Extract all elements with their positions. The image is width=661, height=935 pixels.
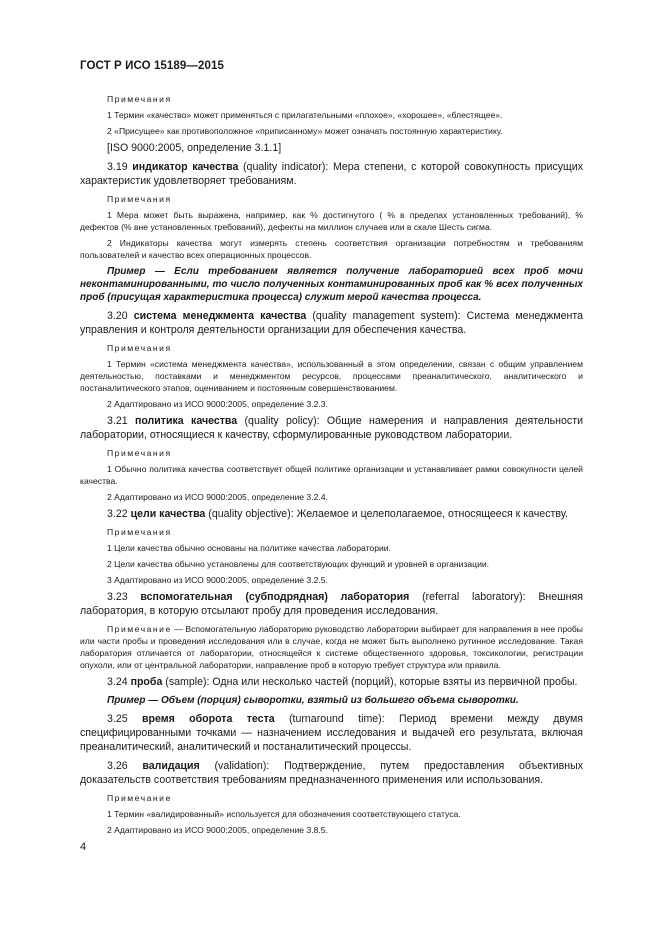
term-description: (sample): Одна или несколько частей (порций), которые взяты из первичной пробы. [162,676,578,688]
term-number: 3.19 [107,161,133,173]
note-text: 2 Адаптировано из ИСО 9000:2005, определение 3.2.3. [107,399,328,409]
note-heading: Примечание [107,793,172,803]
term-definition [80,414,583,442]
term-number: 3.26 [107,760,143,772]
note-heading: Примечания [107,343,172,353]
note-text: 1 Термин «валидированный» используется для обозначения соответствующего статуса. [107,809,461,819]
term-definition [80,590,583,618]
reference-text: [ISO 9000:2005, определение 3.1.1] [107,142,282,154]
term-description: (quality policy): Общие намерения и направления деятельности лаборатории, относящиеся к качеству, сформулированные руководством лаборатории. [80,415,583,441]
document-body [80,93,583,840]
note-heading: Примечания [107,194,172,204]
term-number: 3.25 [107,713,142,725]
term-name: политика качества [134,415,238,427]
term-description: (validation): Подтверждение, путем предоставления объективных доказательств соответствия требованиям предназначенного применения или использования. [80,760,583,786]
example-text: Пример — Если требованием является получение лабораторией всех проб мочи неконтаминированными, то число полученных контаминированных проб как % всех полученных проб (присущая характеристика процесса) служит мерой качества процесса. [80,266,583,303]
term-description: (quality indicator): Мера степени, с которой совокупность присущих характеристик удовлетворяет требованиям. [80,161,583,187]
term-name: цели качества [130,508,206,520]
note-text: 2 Адаптировано из ИСО 9000:2005, определение 3.8.5. [107,825,328,835]
note-label: Примечание [107,624,172,634]
note-text: — Вспомогательную лабораторию руководство лаборатории выбирает для направления в нее пробы или части пробы и проведения исследования или в случае, когда не может быть выполнено рутинное исследование. Такая лаборатория отличается от лаборатории, относящейся к системе общественного здоровья, токсикологии, регистрации опухоли, или от центральной лаборатории, направление проб в которую требует структура или правила. [80,624,583,670]
term-name: валидация [142,760,200,772]
note-text: 1 Мера может быть выражена, например, как % достигнутого ( % в пределах установленных требований), % дефектов (% вне установленных требований), дефекты на миллион случаев или в скале Шесть сигма. [80,210,583,232]
note-text: 2 Цели качества обычно установлены для соответствующих функций и уровней в организации. [107,559,490,569]
term-number: 3.22 [107,508,131,520]
term-number: 3.24 [107,676,131,688]
note-paragraph [80,623,583,671]
term-name: вспомогательная (субподрядная) лаборатория [140,591,410,603]
term-definition [80,712,583,754]
term-description: (quality management system): Система менеджмента управления и контроля деятельности организации для обеспечения качества. [80,310,583,336]
term-number: 3.20 [107,310,134,322]
term-definition [80,507,583,521]
document-header: ГОСТ Р ИСО 15189—2015 [80,60,225,72]
note-heading: Примечания [107,527,172,537]
term-definition [80,675,583,689]
term-name: время оборота теста [142,713,275,725]
note-text: 1 Обычно политика качества соответствует общей политике организации и устанавливает рамки совокупности целей качества. [80,464,583,486]
term-name: индикатор качества [132,161,239,173]
term-name: система менеджмента качества [133,310,307,322]
page-number: 4 [80,841,87,853]
term-number: 3.23 [107,591,141,603]
term-definition [80,759,583,787]
note-text: 3 Адаптировано из ИСО 9000:2005, определение 3.2.5. [107,575,328,585]
term-name: проба [130,676,163,688]
note-text: 2 Адаптировано из ИСО 9000:2005, определение 3.2.4. [107,492,328,502]
note-heading: Примечания [107,94,172,104]
note-text: 1 Термин «система менеджмента качества», использованный в этом определении, связан с общим управлением деятельностью, поставками и менеджментом ресурсов, процессами преаналитического, аналитического и постаналитического этапов, оцениванием и постоянным совершенствованием. [80,359,583,393]
term-number: 3.21 [107,415,135,427]
term-definition [80,309,583,337]
term-definition [80,160,583,188]
note-text: 2 Индикаторы качества могут измерять степень соответствия организации потребностям и требованиям пользователей и качество всех операционных процессов. [80,238,583,260]
note-text: 2 «Присущее» как противоположное «приписанному» может означать постоянную характеристику. [107,126,503,136]
term-description: (turnaround time): Период времени между двумя специфицированными точками — назначением исследования и выдачей его результата, включая преаналитический, аналитический и постаналитический процессы. [80,713,584,753]
note-text: 1 Цели качества обычно основаны на политике качества лаборатории. [107,543,391,553]
example-text: Пример — Объем (порция) сыворотки, взятый из большего объема сыворотки. [107,695,519,706]
term-description: (referral laboratory): Внешняя лаборатория, в которую отсылают пробу для проведения исследования. [80,591,583,617]
note-text: 1 Термин «качество» может применяться с прилагательными «плохое», «хорошее», «блестящее». [107,110,503,120]
note-heading: Примечания [107,448,172,458]
term-description: (quality objective): Желаемое и целеполагаемое, относящееся к качеству. [205,508,568,520]
